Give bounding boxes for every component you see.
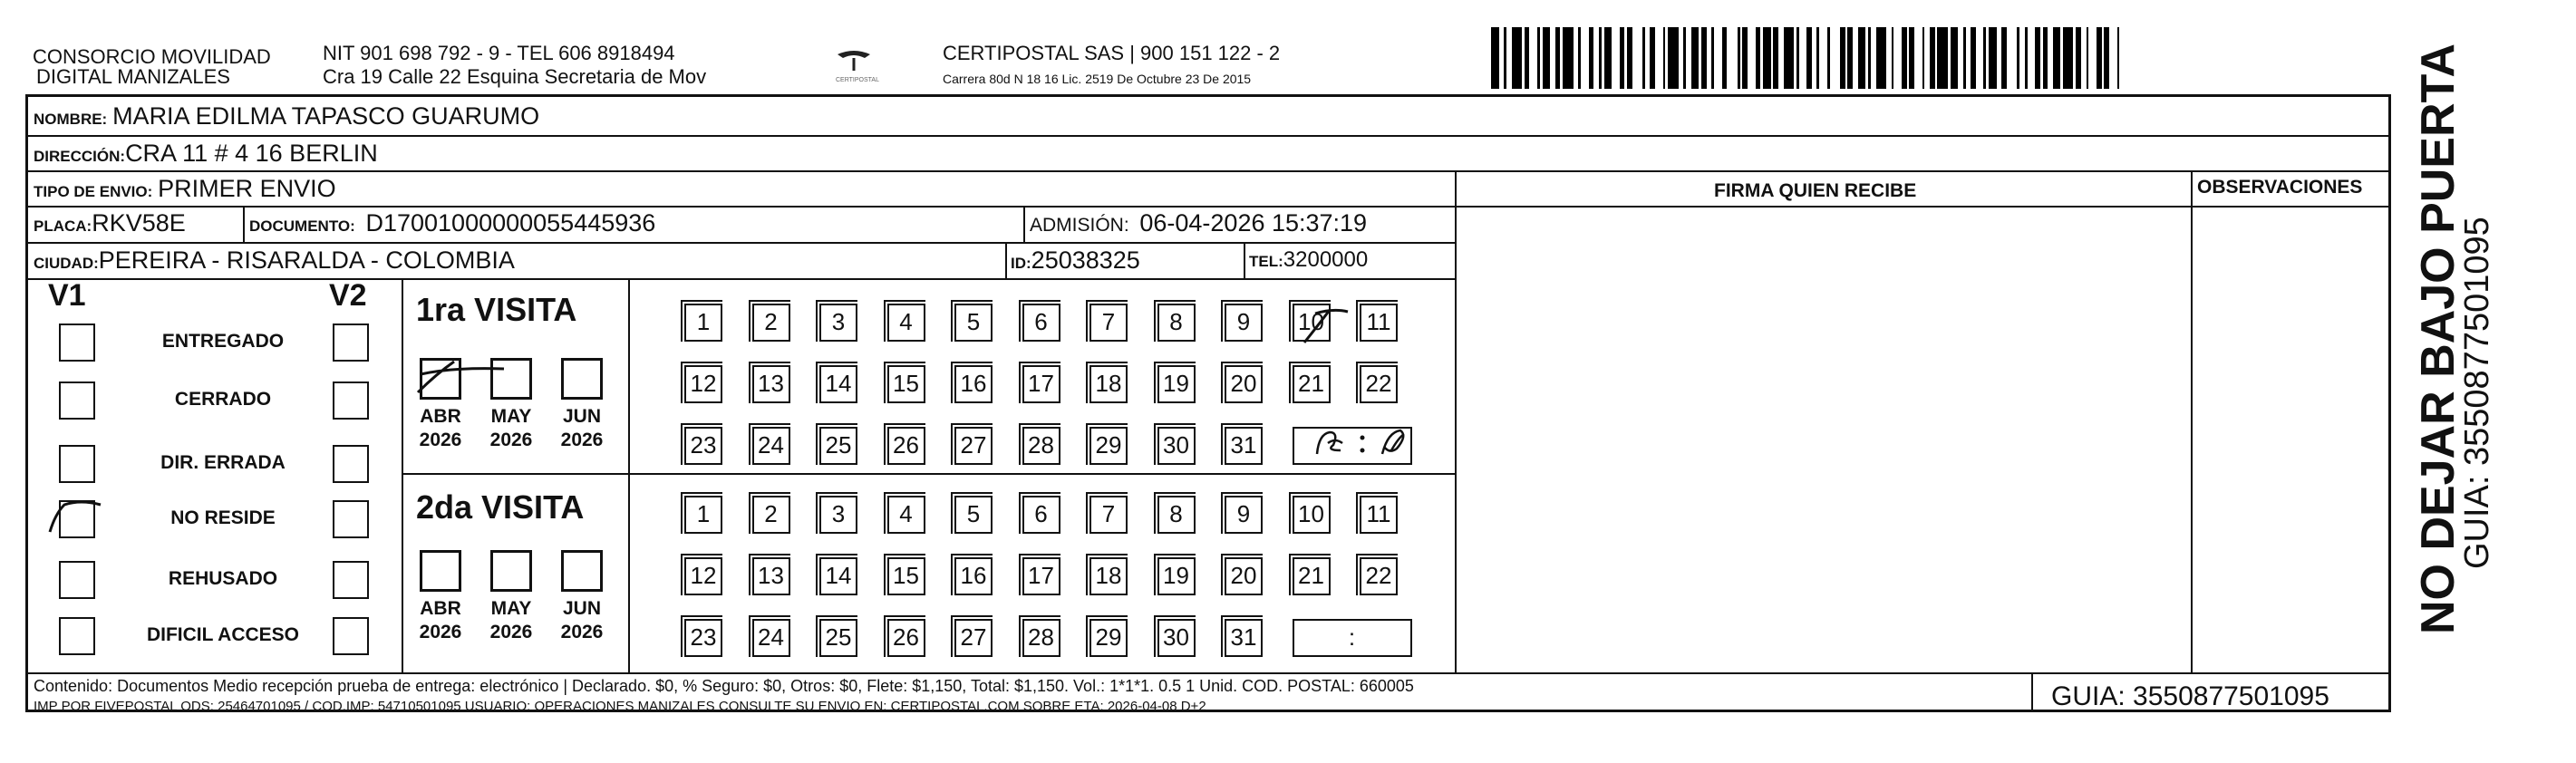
delivery-form xyxy=(25,94,2391,712)
first-visit-day-12[interactable]: 12 xyxy=(684,365,722,403)
year-label: 2026 xyxy=(560,430,604,450)
first-visit-day-27[interactable]: 27 xyxy=(954,427,993,465)
company-address: Cra 19 Calle 22 Esquina Secretaria de Mov xyxy=(323,65,707,88)
documento-value: D17001000000055445936 xyxy=(365,209,656,237)
month-label: MAY xyxy=(490,598,532,619)
second-visit-day-22[interactable]: 22 xyxy=(1360,557,1398,595)
first-visit-day-17[interactable]: 17 xyxy=(1022,365,1060,403)
second-visit-month-checkbox[interactable] xyxy=(490,550,532,592)
first-visit-day-10[interactable]: 10 xyxy=(1293,304,1331,342)
first-visit-day-2[interactable]: 2 xyxy=(752,304,790,342)
side-panel-divider xyxy=(2388,97,2390,171)
first-visit-day-3[interactable]: 3 xyxy=(819,304,857,342)
v1-checkbox[interactable] xyxy=(59,561,95,599)
second-visit-month-checkbox[interactable] xyxy=(561,550,603,592)
tipo-label: TIPO DE ENVIO: xyxy=(34,183,153,200)
admision-value: 06-04-2026 15:37:19 xyxy=(1139,209,1368,237)
first-visit-day-26[interactable]: 26 xyxy=(887,427,925,465)
first-visit-day-24[interactable]: 24 xyxy=(752,427,790,465)
footer-imp: IMP POR FIVEPOSTAL ODS: 25464701095 / COD.IMP: 54710501095 USUARIO: OPERACIONES MANIZALES CONSULTE SU ENVIO EN: CERTIPOSTAL.COM SOBRE ETA: 2026-04-08 D+2 xyxy=(34,699,1206,714)
handwritten-mark-day-10 xyxy=(1297,303,1351,348)
v2-checkbox[interactable] xyxy=(333,445,369,483)
carrier-license: Carrera 80d N 18 16 Lic. 2519 De Octubre 23 De 2015 xyxy=(943,72,1252,86)
first-visit-day-31[interactable]: 31 xyxy=(1225,427,1263,465)
ciudad-value: PEREIRA - RISARALDA - COLOMBIA xyxy=(98,246,515,274)
month-label: ABR xyxy=(420,406,461,427)
ciudad-label: CIUDAD: xyxy=(34,255,99,272)
footer-contenido: Contenido: Documentos Medio recepción prueba de entrega: electrónico | Declarado. $0, % Seguro: $0, Otros: $0, Flete: $1,150, Total: $1,150. Vol.: 1*1*1. 0.5 1 Unid. COD. POSTAL: 660005 xyxy=(34,677,1414,695)
nombre-label: NOMBRE: xyxy=(34,111,108,128)
year-label: 2026 xyxy=(560,622,604,642)
second-visit-day-7[interactable]: 7 xyxy=(1089,496,1128,534)
first-visit-day-1[interactable]: 1 xyxy=(684,304,722,342)
status-option-label: NO RESIDE xyxy=(170,507,276,528)
first-visit-day-15[interactable]: 15 xyxy=(887,365,925,403)
first-visit-day-4[interactable]: 4 xyxy=(887,304,925,342)
second-visit-day-6[interactable]: 6 xyxy=(1022,496,1060,534)
second-visit-month-checkbox[interactable] xyxy=(420,550,461,592)
v1-checkbox[interactable] xyxy=(59,382,95,420)
second-visit-day-23[interactable]: 23 xyxy=(684,619,722,657)
carrier-logo-icon xyxy=(836,47,879,83)
v2-checkbox[interactable] xyxy=(333,382,369,420)
first-visit-day-28[interactable]: 28 xyxy=(1022,427,1060,465)
first-visit-day-13[interactable]: 13 xyxy=(752,365,790,403)
second-visit-day-13[interactable]: 13 xyxy=(752,557,790,595)
first-visit-day-8[interactable]: 8 xyxy=(1157,304,1196,342)
row-divider xyxy=(28,278,1455,280)
status-option-label: DIR. ERRADA xyxy=(160,452,286,473)
second-visit-day-8[interactable]: 8 xyxy=(1157,496,1196,534)
status-option-label: DIFICIL ACCESO xyxy=(146,624,299,645)
row-divider xyxy=(28,135,2388,137)
second-visit-day-31[interactable]: 31 xyxy=(1225,619,1263,657)
footer-guia-divider xyxy=(2031,672,2033,710)
second-visit-day-3[interactable]: 3 xyxy=(819,496,857,534)
observaciones-header: OBSERVACIONES xyxy=(2197,177,2363,198)
row-divider xyxy=(28,170,2388,172)
company-name-line2: DIGITAL MANIZALES xyxy=(36,65,230,88)
first-visit-title: 1ra VISITA xyxy=(416,291,577,328)
v1-checkbox[interactable] xyxy=(59,324,95,362)
v2-checkbox[interactable] xyxy=(333,500,369,538)
year-label: 2026 xyxy=(489,430,533,450)
tel-label: TEL: xyxy=(1249,253,1283,270)
cell-divider xyxy=(243,206,245,244)
first-visit-day-14[interactable]: 14 xyxy=(819,365,857,403)
second-visit-day-29[interactable]: 29 xyxy=(1089,619,1128,657)
second-visit-day-10[interactable]: 10 xyxy=(1293,496,1331,534)
direccion-label: DIRECCIÓN: xyxy=(34,148,126,165)
cell-divider xyxy=(1005,242,1007,280)
first-visit-day-29[interactable]: 29 xyxy=(1089,427,1128,465)
second-visit-day-1[interactable]: 1 xyxy=(684,496,722,534)
first-visit-day-9[interactable]: 9 xyxy=(1225,304,1263,342)
handwritten-time-first-visit xyxy=(1306,423,1424,461)
first-visit-day-21[interactable]: 21 xyxy=(1293,365,1331,403)
id-label: ID: xyxy=(1011,255,1031,272)
first-visit-day-6[interactable]: 6 xyxy=(1022,304,1060,342)
company-name-line1: CONSORCIO MOVILIDAD xyxy=(33,45,271,68)
documento-label: DOCUMENTO: xyxy=(249,217,355,235)
visit-divider xyxy=(402,473,1455,475)
footer-divider xyxy=(28,672,2388,674)
first-visit-day-20[interactable]: 20 xyxy=(1225,365,1263,403)
second-visit-day-28[interactable]: 28 xyxy=(1022,619,1060,657)
month-label: ABR xyxy=(420,598,461,619)
second-visit-day-15[interactable]: 15 xyxy=(887,557,925,595)
second-visit-day-2[interactable]: 2 xyxy=(752,496,790,534)
status-option-label: ENTREGADO xyxy=(161,331,285,352)
second-visit-day-11[interactable]: 11 xyxy=(1360,496,1398,534)
tipo-value: PRIMER ENVIO xyxy=(158,175,336,202)
side-guia: GUIA: 3550877501095 xyxy=(2458,217,2496,569)
firma-header: FIRMA QUIEN RECIBE xyxy=(1714,180,1917,201)
first-visit-day-23[interactable]: 23 xyxy=(684,427,722,465)
second-visit-day-12[interactable]: 12 xyxy=(684,557,722,595)
company-nit: NIT 901 698 792 - 9 - TEL 606 8918494 xyxy=(323,42,675,64)
second-visit-day-24[interactable]: 24 xyxy=(752,619,790,657)
svg-text:CERTIPOSTAL: CERTIPOSTAL xyxy=(836,77,879,83)
second-visit-day-16[interactable]: 16 xyxy=(954,557,993,595)
status-option-label: REHUSADO xyxy=(168,568,278,589)
first-visit-day-7[interactable]: 7 xyxy=(1089,304,1128,342)
cell-divider xyxy=(1023,206,1025,244)
second-visit-day-19[interactable]: 19 xyxy=(1157,557,1196,595)
second-visit-day-5[interactable]: 5 xyxy=(954,496,993,534)
tel-value: 3200000 xyxy=(1283,247,1369,272)
footer-guia: GUIA: 3550877501095 xyxy=(2051,681,2329,711)
v1-header: V1 xyxy=(48,278,86,313)
second-visit-day-9[interactable]: 9 xyxy=(1225,496,1263,534)
admision-label: ADMISIÓN: xyxy=(1030,215,1129,236)
id-value: 25038325 xyxy=(1031,246,1140,274)
barcode xyxy=(1491,27,2126,89)
handwritten-check-no-reside xyxy=(44,496,108,541)
first-visit-day-19[interactable]: 19 xyxy=(1157,365,1196,403)
status-option-label: CERRADO xyxy=(174,389,272,410)
month-panel-divider xyxy=(628,278,630,672)
second-visit-day-26[interactable]: 26 xyxy=(887,619,925,657)
placa-label: PLACA: xyxy=(34,217,92,235)
v1-checkbox[interactable] xyxy=(59,617,95,655)
second-visit-day-25[interactable]: 25 xyxy=(819,619,857,657)
second-visit-day-27[interactable]: 27 xyxy=(954,619,993,657)
second-visit-day-18[interactable]: 18 xyxy=(1089,557,1128,595)
month-label: JUN xyxy=(562,598,601,619)
v2-checkbox[interactable] xyxy=(333,561,369,599)
first-visit-day-22[interactable]: 22 xyxy=(1360,365,1398,403)
carrier-name: CERTIPOSTAL SAS | 900 151 122 - 2 xyxy=(943,42,1281,64)
v2-header: V2 xyxy=(329,278,367,313)
year-label: 2026 xyxy=(419,430,462,450)
second-visit-day-14[interactable]: 14 xyxy=(819,557,857,595)
second-visit-day-4[interactable]: 4 xyxy=(887,496,925,534)
first-visit-day-30[interactable]: 30 xyxy=(1157,427,1196,465)
side-warning: NO DEJAR BAJO PUERTA xyxy=(2412,43,2465,634)
month-label: JUN xyxy=(562,406,601,427)
v1-checkbox[interactable] xyxy=(59,445,95,483)
first-visit-day-16[interactable]: 16 xyxy=(954,365,993,403)
nombre-value: MARIA EDILMA TAPASCO GUARUMO xyxy=(112,102,540,130)
handwritten-check-abr xyxy=(413,358,540,403)
first-visit-day-11[interactable]: 11 xyxy=(1360,304,1398,342)
placa-value: RKV58E xyxy=(92,209,186,237)
second-visit-day-30[interactable]: 30 xyxy=(1157,619,1196,657)
month-label: MAY xyxy=(490,406,532,427)
second-visit-day-17[interactable]: 17 xyxy=(1022,557,1060,595)
signature-column-divider xyxy=(1455,170,1457,672)
status-panel-divider xyxy=(402,278,403,672)
year-label: 2026 xyxy=(489,622,533,642)
second-visit-time-box[interactable]: : xyxy=(1293,619,1412,657)
second-visit-day-21[interactable]: 21 xyxy=(1293,557,1331,595)
direccion-value: CRA 11 # 4 16 BERLIN xyxy=(125,140,378,167)
first-visit-month-checkbox[interactable] xyxy=(561,358,603,400)
first-visit-day-25[interactable]: 25 xyxy=(819,427,857,465)
second-visit-day-20[interactable]: 20 xyxy=(1225,557,1263,595)
row-divider xyxy=(28,206,2388,208)
first-visit-day-5[interactable]: 5 xyxy=(954,304,993,342)
first-visit-day-18[interactable]: 18 xyxy=(1089,365,1128,403)
year-label: 2026 xyxy=(419,622,462,642)
v2-checkbox[interactable] xyxy=(333,617,369,655)
observaciones-column-divider xyxy=(2191,170,2193,672)
cell-divider xyxy=(1244,242,1245,280)
v2-checkbox[interactable] xyxy=(333,324,369,362)
second-visit-title: 2da VISITA xyxy=(416,488,585,526)
